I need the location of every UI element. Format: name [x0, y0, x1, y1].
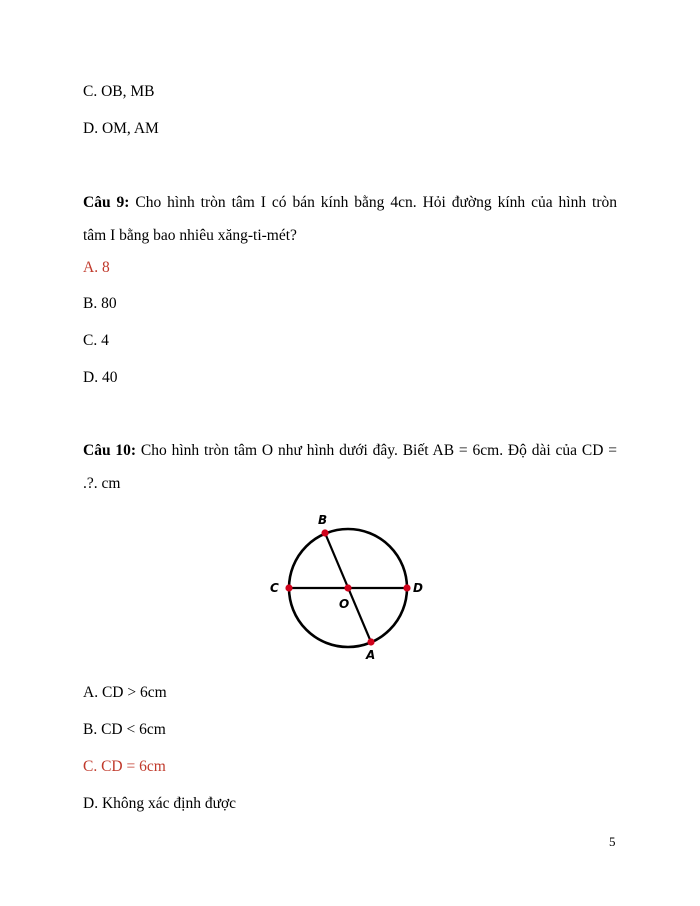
question-9	[83, 193, 617, 246]
question-10-label: Câu 10:	[83, 442, 137, 459]
question-9-option-a: A. 8	[83, 259, 110, 276]
circle-diagram	[262, 508, 432, 666]
page-number: 5	[609, 834, 616, 849]
question-9-option-d: D. 40	[83, 369, 118, 386]
label-c: C	[270, 581, 279, 595]
option-c-prev: C. OB, MB	[83, 83, 155, 100]
point-d	[403, 584, 410, 591]
point-c	[285, 584, 292, 591]
question-10-text-line2: .?. cm	[83, 475, 121, 492]
point-a	[367, 638, 374, 645]
option-d-prev: D. OM, AM	[83, 120, 159, 137]
point-o	[344, 584, 351, 591]
label-a: A	[366, 648, 376, 662]
question-9-option-b: B. 80	[83, 295, 117, 312]
question-10-option-d: D. Không xác định được	[83, 795, 237, 812]
point-b	[321, 529, 328, 536]
label-o: O	[339, 597, 350, 611]
question-10-option-c: C. CD = 6cm	[83, 758, 166, 775]
question-9-text-line2: tâm I bằng bao nhiêu xăng-ti-mét?	[83, 227, 297, 244]
question-10	[83, 441, 617, 494]
question-9-option-c: C. 4	[83, 332, 109, 349]
question-10-option-a: A. CD > 6cm	[83, 684, 167, 701]
label-d: D	[413, 581, 423, 595]
label-b: B	[318, 513, 328, 527]
question-10-text-line1: Cho hình tròn tâm O như hình dưới đây. Biết AB = 6cm. Độ dài của CD =	[136, 442, 617, 459]
question-10-option-b: B. CD < 6cm	[83, 721, 166, 738]
question-9-label: Câu 9:	[83, 194, 130, 211]
question-9-text-line1: Cho hình tròn tâm I có bán kính bằng 4cn. Hỏi đường kính của hình tròn	[129, 194, 618, 211]
